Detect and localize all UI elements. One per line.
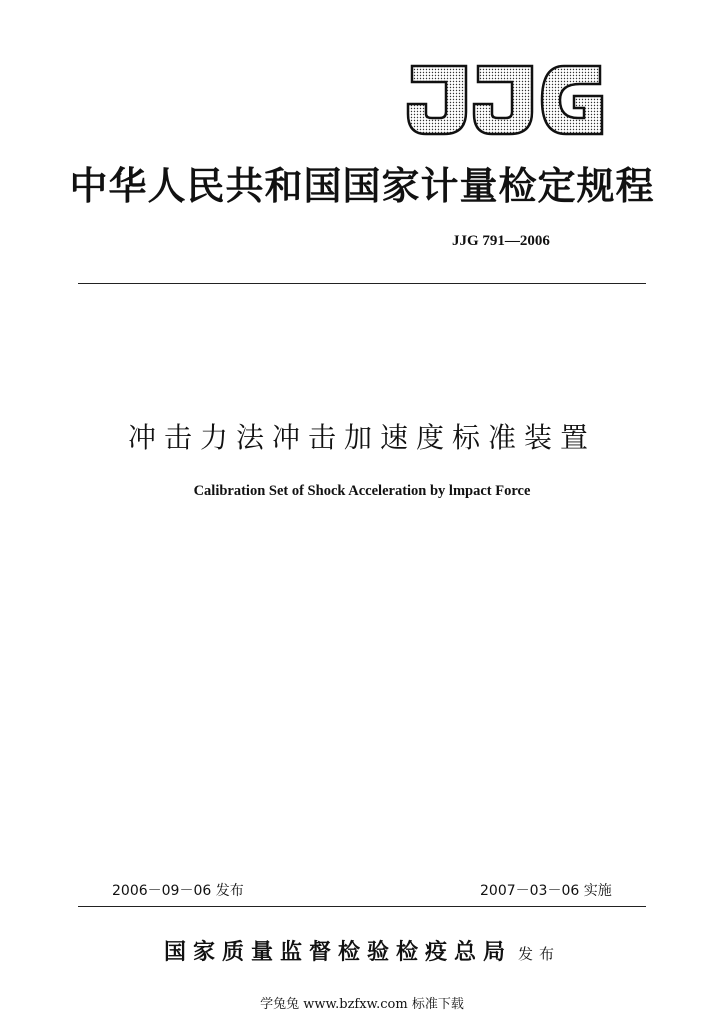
footer-watermark-text: 学兔兔 www.bzfxw.com 标准下载 (260, 997, 464, 1012)
logo-letter-j1 (408, 66, 466, 134)
header-divider (78, 283, 646, 284)
document-title-cn: 冲击力法冲击加速度标准装置 (127, 421, 596, 454)
publisher-suffix: 发布 (518, 945, 561, 963)
standard-number: JJG 791—2006 (452, 233, 550, 249)
issue-date: 2006－09－06 发布 (112, 883, 244, 899)
jjg-logo (404, 62, 606, 138)
logo-letter-j2 (474, 66, 532, 134)
logo-letter-g (542, 66, 602, 134)
footer-divider (78, 906, 646, 907)
effective-date: 2007－03－06 实施 (480, 883, 612, 899)
regulation-category-title: 中华人民共和国国家计量检定规程 (69, 163, 655, 208)
publisher (0, 935, 724, 966)
document-title-en: Calibration Set of Shock Acceleration by lmpact Force (193, 483, 531, 499)
publisher-name: 国家质量监督检验检疫总局 (163, 939, 512, 965)
